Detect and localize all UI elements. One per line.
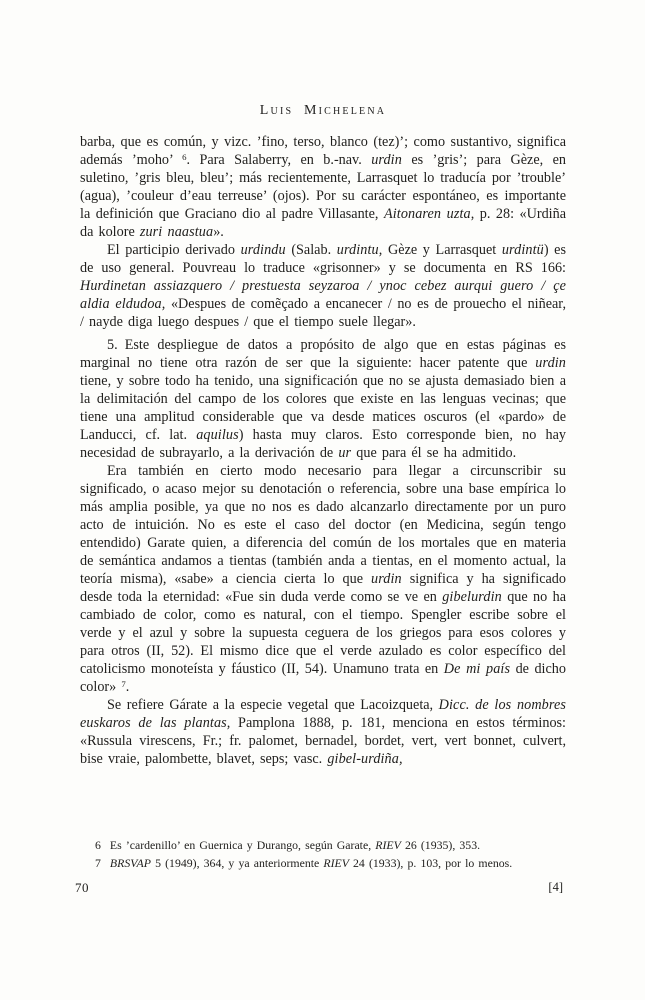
footnote-7-number: 7 [95, 856, 101, 870]
footnote-6-number: 6 [95, 838, 101, 852]
page-number: 70 [75, 880, 89, 895]
issue-bracket-number: [4] [548, 880, 563, 894]
paragraph-participio: El participio derivado urdindu (Salab. urdintu, Gèze y Larrasquet urdintü) es de uso general. Pouvreau lo traduce «grisonner» y se documenta en RS 166: Hurdinetan assiazquero / prestuesta seyzaroa / ynoc cebez aurqui guero / çe aldia eldudoa, «Despues de comẽçado a encanecer / no es de prouecho el niñear, / nayde diga luego despues / que el tiempo suele llegar». [80, 242, 567, 330]
footnote-6 [80, 836, 566, 854]
paragraph-se-refiere: Se refiere Gárate a la especie vegetal que Lacoizqueta, Dicc. de los nombres euskaros de las plantas, Pamplona 1888, p. 181, menciona en estos términos: «Russula virescens, Fr.; fr. palomet, bernadel, bordet, vert, vert bonnet, culvert, bise vraie, palombette, blavet, seps; vasc. gibel-urdiña, [80, 697, 566, 767]
footnote-7-text: BRSVAP 5 (1949), 364, y ya anteriormente RIEV 24 (1933), p. 103, por lo menos. [109, 856, 513, 870]
paragraph-era-tambien: Era también en cierto modo necesario para llegar a circunscribir su significado, o acaso mejor su denotación o referencia, sobre una base empírica lo más amplia posible, ya que no nos es dado alcanzarlo directamente por un puro acto de intuición. No es este el caso del doctor (en Medicina, según tengo entendido) Garate quien, a diferencia del común de los mortales que en materia de semántica andamos a tientas (también anda a tientas, en el momento actual, la teoría misma), «sabe» a ciencia cierta lo que urdin significa y ha significado desde toda la eternidad: «Fue sin duda verde como se ve en gibelurdin que no ha cambiado de color, como es natural, con el tiempo. Spengler escribe sobre el verde y el azul y sobre la supuesta ceguera de los griegos para esos colores y para otros (II, 52). El mismo dice que el verde azulado es color específico del catolicismo monoteísta y fáustico (II, 54). Unamuno trata en De mi país de dicho color» $^7$. [80, 463, 566, 695]
text-block [80, 133, 566, 768]
running-header-author: Luis Michelena [259, 103, 387, 118]
paragraph-section-5: 5. Este despliegue de datos a propósito de algo que en estas páginas es marginal no tiene otra razón de ser que la siguiente: hacer patente que urdin tiene, y sobre todo ha tenido, una significación que no se ajusta demasiado bien a la delimitación del campo de los colores que existe en las lenguas vecinas; que tiene una amplitud considerable que va desde matices oscuros (el «pardo» de Landucci, cf. lat. aquilus) hasta muy claros. Esto corresponde bien, no hay necesidad de subrayarlo, a la derivación de ur que para él se ha admitido. [80, 337, 566, 461]
paragraph-continuation: barba, que es común, y vizc. ’fino, terso, blanco (tez)’; como sustantivo, significa además ’moho’ $^6$. Para Salaberry, en b.-nav. urdin es ’gris’; para Gèze, en suletino, ’gris bleu, bleu’; más recientemente, Larrasquet lo traducía por ’trouble’ (agua), ’couleur d’eau terreuse’ (ojos). Por su carácter espontáneo, es importante la definición que Graciano dio al padre Villasante, Aitonaren uzta, p. 28: «Urdiña da kolore zuri naastua». [80, 134, 567, 240]
footnote-7 [80, 854, 566, 872]
footnotes-block [80, 836, 566, 872]
footnote-6-text: Es ’cardenillo’ en Guernica y Durango, según Garate, RIEV 26 (1935), 353. [109, 838, 481, 852]
